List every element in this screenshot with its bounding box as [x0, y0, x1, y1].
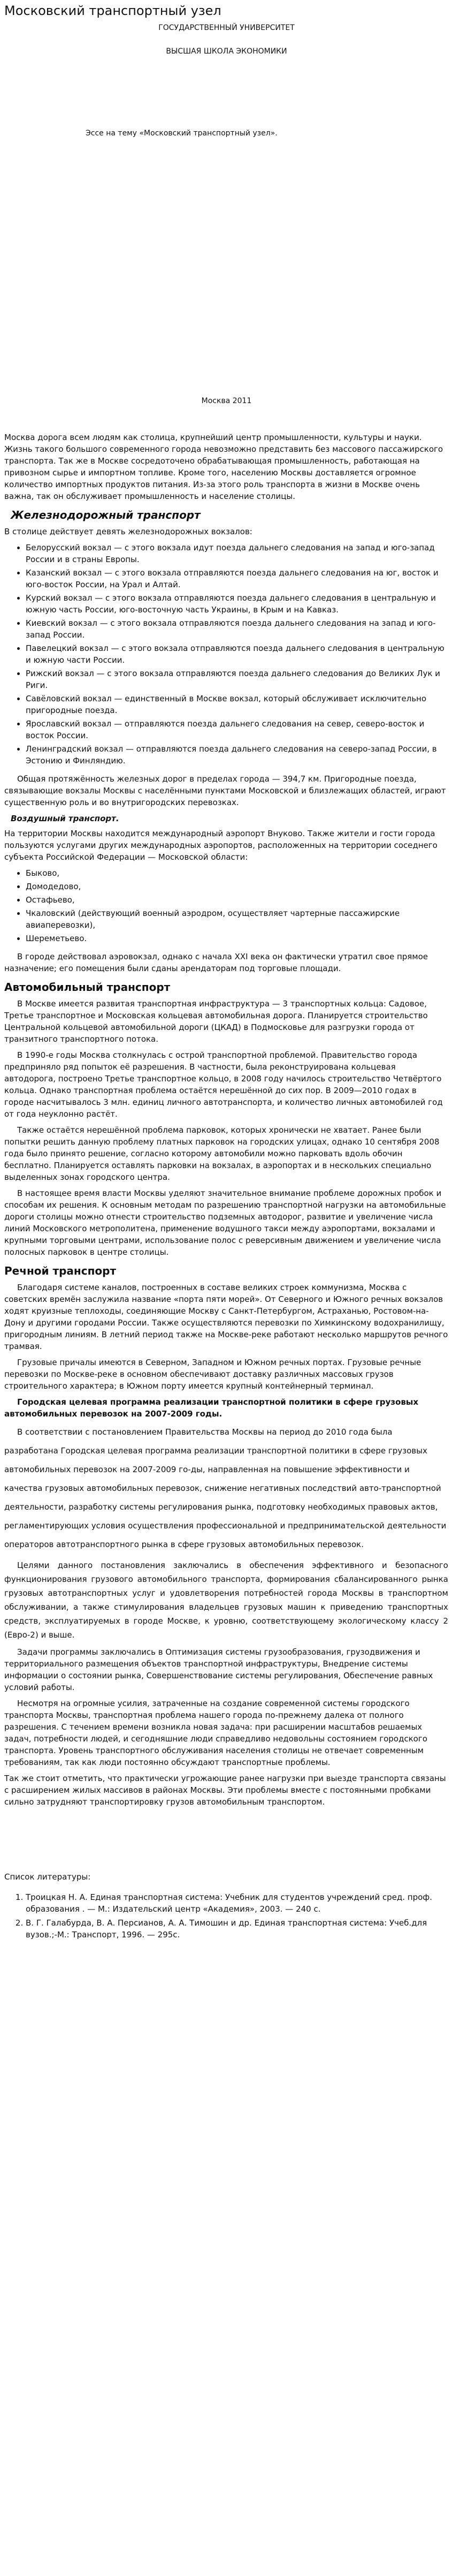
list-item: • Быково, — [26, 867, 448, 879]
university-name: ГОСУДАРСТВЕННЫЙ УНИВЕРСИТЕТ — [158, 24, 295, 32]
references-heading: Список литературы: — [4, 1872, 91, 1882]
document-body — [4, 431, 448, 1945]
air-heading: Воздушный транспорт. — [11, 814, 119, 823]
program-paragraph: В соответствии с постановлением Правительства Москвы на период до 2010 года была разработана Городская целевая программа реализации транспортной политики в сфере грузовых автомобильных перевозок на 2007-2009 го-ды, направленная на повышение эффективности и качества грузовых автомобильных перевозок, снижение негативных последствий авто-транспортной деятельности, разработку системы регулирования рынка, подготовку необходимых правовых актов, регламентирующих условия осуществления профессиональной и предпринимательской деятельности операторов автотранспортного рынка в сфере грузовых автомобильных перевозок. — [4, 1427, 447, 1549]
air-after: В городе действовал аэровокзал, однако с начала XXI века он фактически утратил свое прямое назначение; его помещения были сданы арендаторам под торговые площади. — [4, 952, 428, 973]
program-paragraph: Задачи программы заключались в Оптимизация системы грузообразования, грузодвижения и территориального размещения объектов транспортной инфраструктуры, Внедрение системы информации о состоянии рынка, Совершенствование системы регулирования, Обеспечение равных условий работы. — [4, 1647, 433, 1692]
list-item: • Белорусский вокзал — с этого вокзала идут поезда дальнего следования на запад и юго-запад России и в страны Европы. — [26, 542, 448, 565]
list-item: • Савёловский вокзал — единственный в Москве вокзал, который обслуживает исключительно пригородные поезда. — [26, 693, 448, 716]
list-item: • Ярославский вокзал — отправляются поезда дальнего следования на север, северо-восток и восток России. — [26, 718, 448, 741]
list-item: • Павелецкий вокзал — с этого вокзала отправляются поезда дальнего следования в центральную и южную части России. — [26, 642, 448, 666]
list-item: • Остафьево, — [26, 894, 448, 906]
references-list — [4, 1891, 448, 1941]
rail-after: Общая протяжённость железных дорог в пределах города — 394,7 км. Пригородные поезда, связывающие вокзалы Москвы с населёнными пунктами Московской и близлежащих областей, играют существенную роль и во внутригородских перевозках. — [4, 774, 446, 807]
faculty-name: ВЫСШАЯ ШКОЛА ЭКОНОМИКИ — [166, 47, 287, 56]
auto-paragraph: В Москве имеется развитая транспортная инфраструктура — 3 транспортных кольца: Садовое, Третье транспортное и Московская кольцевая автомобильная дорога. Планируется строительство Центральной кольцевой автомобильной дороги (ЦКАД) в Подмосковье для разгрузки города от транзитного транспортного потока. — [4, 999, 428, 1044]
list-item: • Киевский вокзал — с этого вокзала отправляются поезда дальнего следования на запад и юго-запад России. — [26, 617, 448, 641]
list-item: • Шереметьево. — [26, 933, 448, 944]
river-paragraph: Благодаря системе каналов, построенных в составе великих строек коммунизма, Москва с советских времён заслужила название «порта пяти морей». От Северного и Южного речных вокзалов ходят круизные теплоходы, соединяющие Москву с Санкт-Петербургом, Астраханью, Ростовом-на-Дону и другими городами России. Также осуществляются перевозки по Химкинскому водохранилищу, пригородным линиям. В летний период также на Москве-реке работают несколько маршрутов речного трамвая. — [4, 1283, 448, 1351]
program-heading: Городская целевая программа реализации транспортной политики в сфере грузовых автомобильных перевозок на 2007-2009 годы. — [4, 1397, 419, 1419]
air-lead: На территории Москвы находится международный аэропорт Внуково. Также жители и гости города пользуются услугами других международных аэропортов, расположенных на территории соседнего субъекта Российской Федерации — Московской области: — [4, 829, 437, 862]
intro-paragraph: Москва дорога всем людям как столица, крупнейший центр промышленности, культуры и науки. Жизнь такого большого современного города невозможно представить без массового пассажирского транспорта. Так же в Москве сосредоточено обрабатывающая промышленность, работающая на привозном сырье и импортном топливе. Кроме того, населению Москвы доставляется огромное количество импортных продуктов питания. Из-за этого роль транспорта в жизни в Москве очень важна, так он обслуживает промышленность и население столицы. — [4, 433, 443, 501]
rail-heading: Железнодорожный транспорт — [11, 509, 201, 521]
auto-paragraph: В 1990-е годы Москва столкнулась с острой транспортной проблемой. Правительство города предприняло ряд попыток её разрешения. В частности, была реконструирована кольцевая автодорога, построено Третье транспортное кольцо, в 2008 году начилось строительство Четвёртого кольца. Однако транспортная проблема остаётся нерешённой до сих пор. В 2009—2010 годах в городе насчитывалось 3 млн. единиц личного автотранспорта, и количество личных автомобилей год от года неуклонно растёт. — [4, 1050, 443, 1119]
program-block — [4, 1423, 448, 1554]
program-paragraph: Целями данного постановления заключались в обеспечения эффективного и безопасного функционирования грузового автомобильного транспорта, формирования сбалансированного рынка грузовых автотранспортных услуг и удовлетворения потребностей города Москвы в транспортном обслуживании, а также стимулирования владельцев грузовых машин к приведению транспортных средств, эксплуатируемых в городе Москве, к уровню, соответствующему экологическому классу 2 (Евро-2) и выше. — [4, 1560, 448, 1640]
essay-topic: Эссе на тему «Московский транспортный узел». — [86, 129, 278, 138]
list-item: • Рижский вокзал — с этого вокзала отправляются поезда дальнего следования до Великих Лук и Риги. — [26, 668, 448, 691]
spacer — [4, 1812, 448, 1871]
city-year: Москва 2011 — [201, 397, 252, 405]
document-title: Московский транспортный узел — [4, 3, 221, 18]
list-item: 2. В. Г. Галабурда, В. А. Персианов, А. А. Тимошин и др. Единая транспортная система: Учеб.для вузов.;-М.: Транспорт, 1996. — 295с. — [26, 1917, 448, 1941]
program-paragraph: Так же стоит отметить, что практически угрожающие ранее нагрузки при выезде транспорта связаны с расширением жилых массивов в районах Москвы. Эти проблемы вместе с постоянными пробками сильно затрудняют транспортировку грузов автомобильным транспортом. — [4, 1774, 446, 1807]
list-item: • Курский вокзал — с этого вокзала отправляются поезда дальнего следования в центральную и южную часть России, юго-восточную часть Украины, в Крым и на Кавказ. — [26, 592, 448, 616]
stations-list — [4, 542, 448, 767]
list-item: 1. Троицкая Н. А. Единая транспортная система: Учебник для студентов учреждений сред. проф. образования . — М.: Издательский центр «Академия», 2003. — 240 с. — [26, 1891, 448, 1915]
rail-lead: В столице действует девять железнодорожных вокзалов: — [4, 527, 252, 536]
program-paragraph: Несмотря на огромные усилия, затраченные на создание современной системы городского транспорта Москвы, транспортная проблема нашего города по-прежнему далека от полного разрешения. С течением времени возникла новая задача: при расширении масштабов решаемых задач, потребности людей, и сегодняшние люди справедливо недовольны состоянием городского транспорта. Уровень транспортного обслуживания населения столицы не отвечает современным требованиям, так как люди постоянно обсуждают транспортные проблемы. — [4, 1699, 427, 1767]
list-item: • Ленинградский вокзал — отправляются поезда дальнего следования на северо-запад России, в Эстонию и Финляндию. — [26, 743, 448, 767]
list-item: • Домодедово, — [26, 881, 448, 892]
river-heading: Речной транспорт — [4, 1264, 117, 1277]
list-item: • Казанский вокзал — с этого вокзала отправляются поезда дальнего следования на юг, восток и юго-восток России, на Урал и Алтай. — [26, 567, 448, 590]
river-paragraph: Грузовые причалы имеются в Северном, Западном и Южном речных портах. Грузовые речные перевозки по Москве-реке в основном обеспечивают доставку различных массовых грузов строительного характера; в Южном порту имеется крупный контейнерный терминал. — [4, 1358, 421, 1391]
auto-paragraph: В настоящее время власти Москвы уделяют значительное внимание проблеме дорожных пробок и способам их решения. К основным методам по разрешению транспортной нагрузки на автомобильные дороги столицы можно отнести строительство подземных автодорог, развитие и увеличение числа линий Московского метрополитена, применение водушного такси между аэропортами, вокзалами и крупными торговыми центрами, использование полос с реверсивным движением и увеличение числа полосных парковок в центре столицы. — [4, 1188, 446, 1257]
spacer — [4, 1887, 448, 1891]
auto-heading: Автомобильный транспорт — [4, 981, 171, 994]
airports-list — [4, 867, 448, 944]
auto-paragraph: Также остаётся нерешённой проблема парковок, которых хронически не хватает. Ранее были попытки решить данную проблему платных парковок на городских улицах, однако 10 сентября 2008 года было принято решение, согласно которому автомобили можно парковать вдоль обочин бесплатно. Планируется оставлять парковки на вокзалах, в аэропортах и в нескольких специально выделенных зонах городского центра. — [4, 1125, 440, 1182]
list-item: • Чкаловский (действующий военный аэродром, осуществляет чартерные пассажирские авиаперевозки), — [26, 907, 448, 931]
